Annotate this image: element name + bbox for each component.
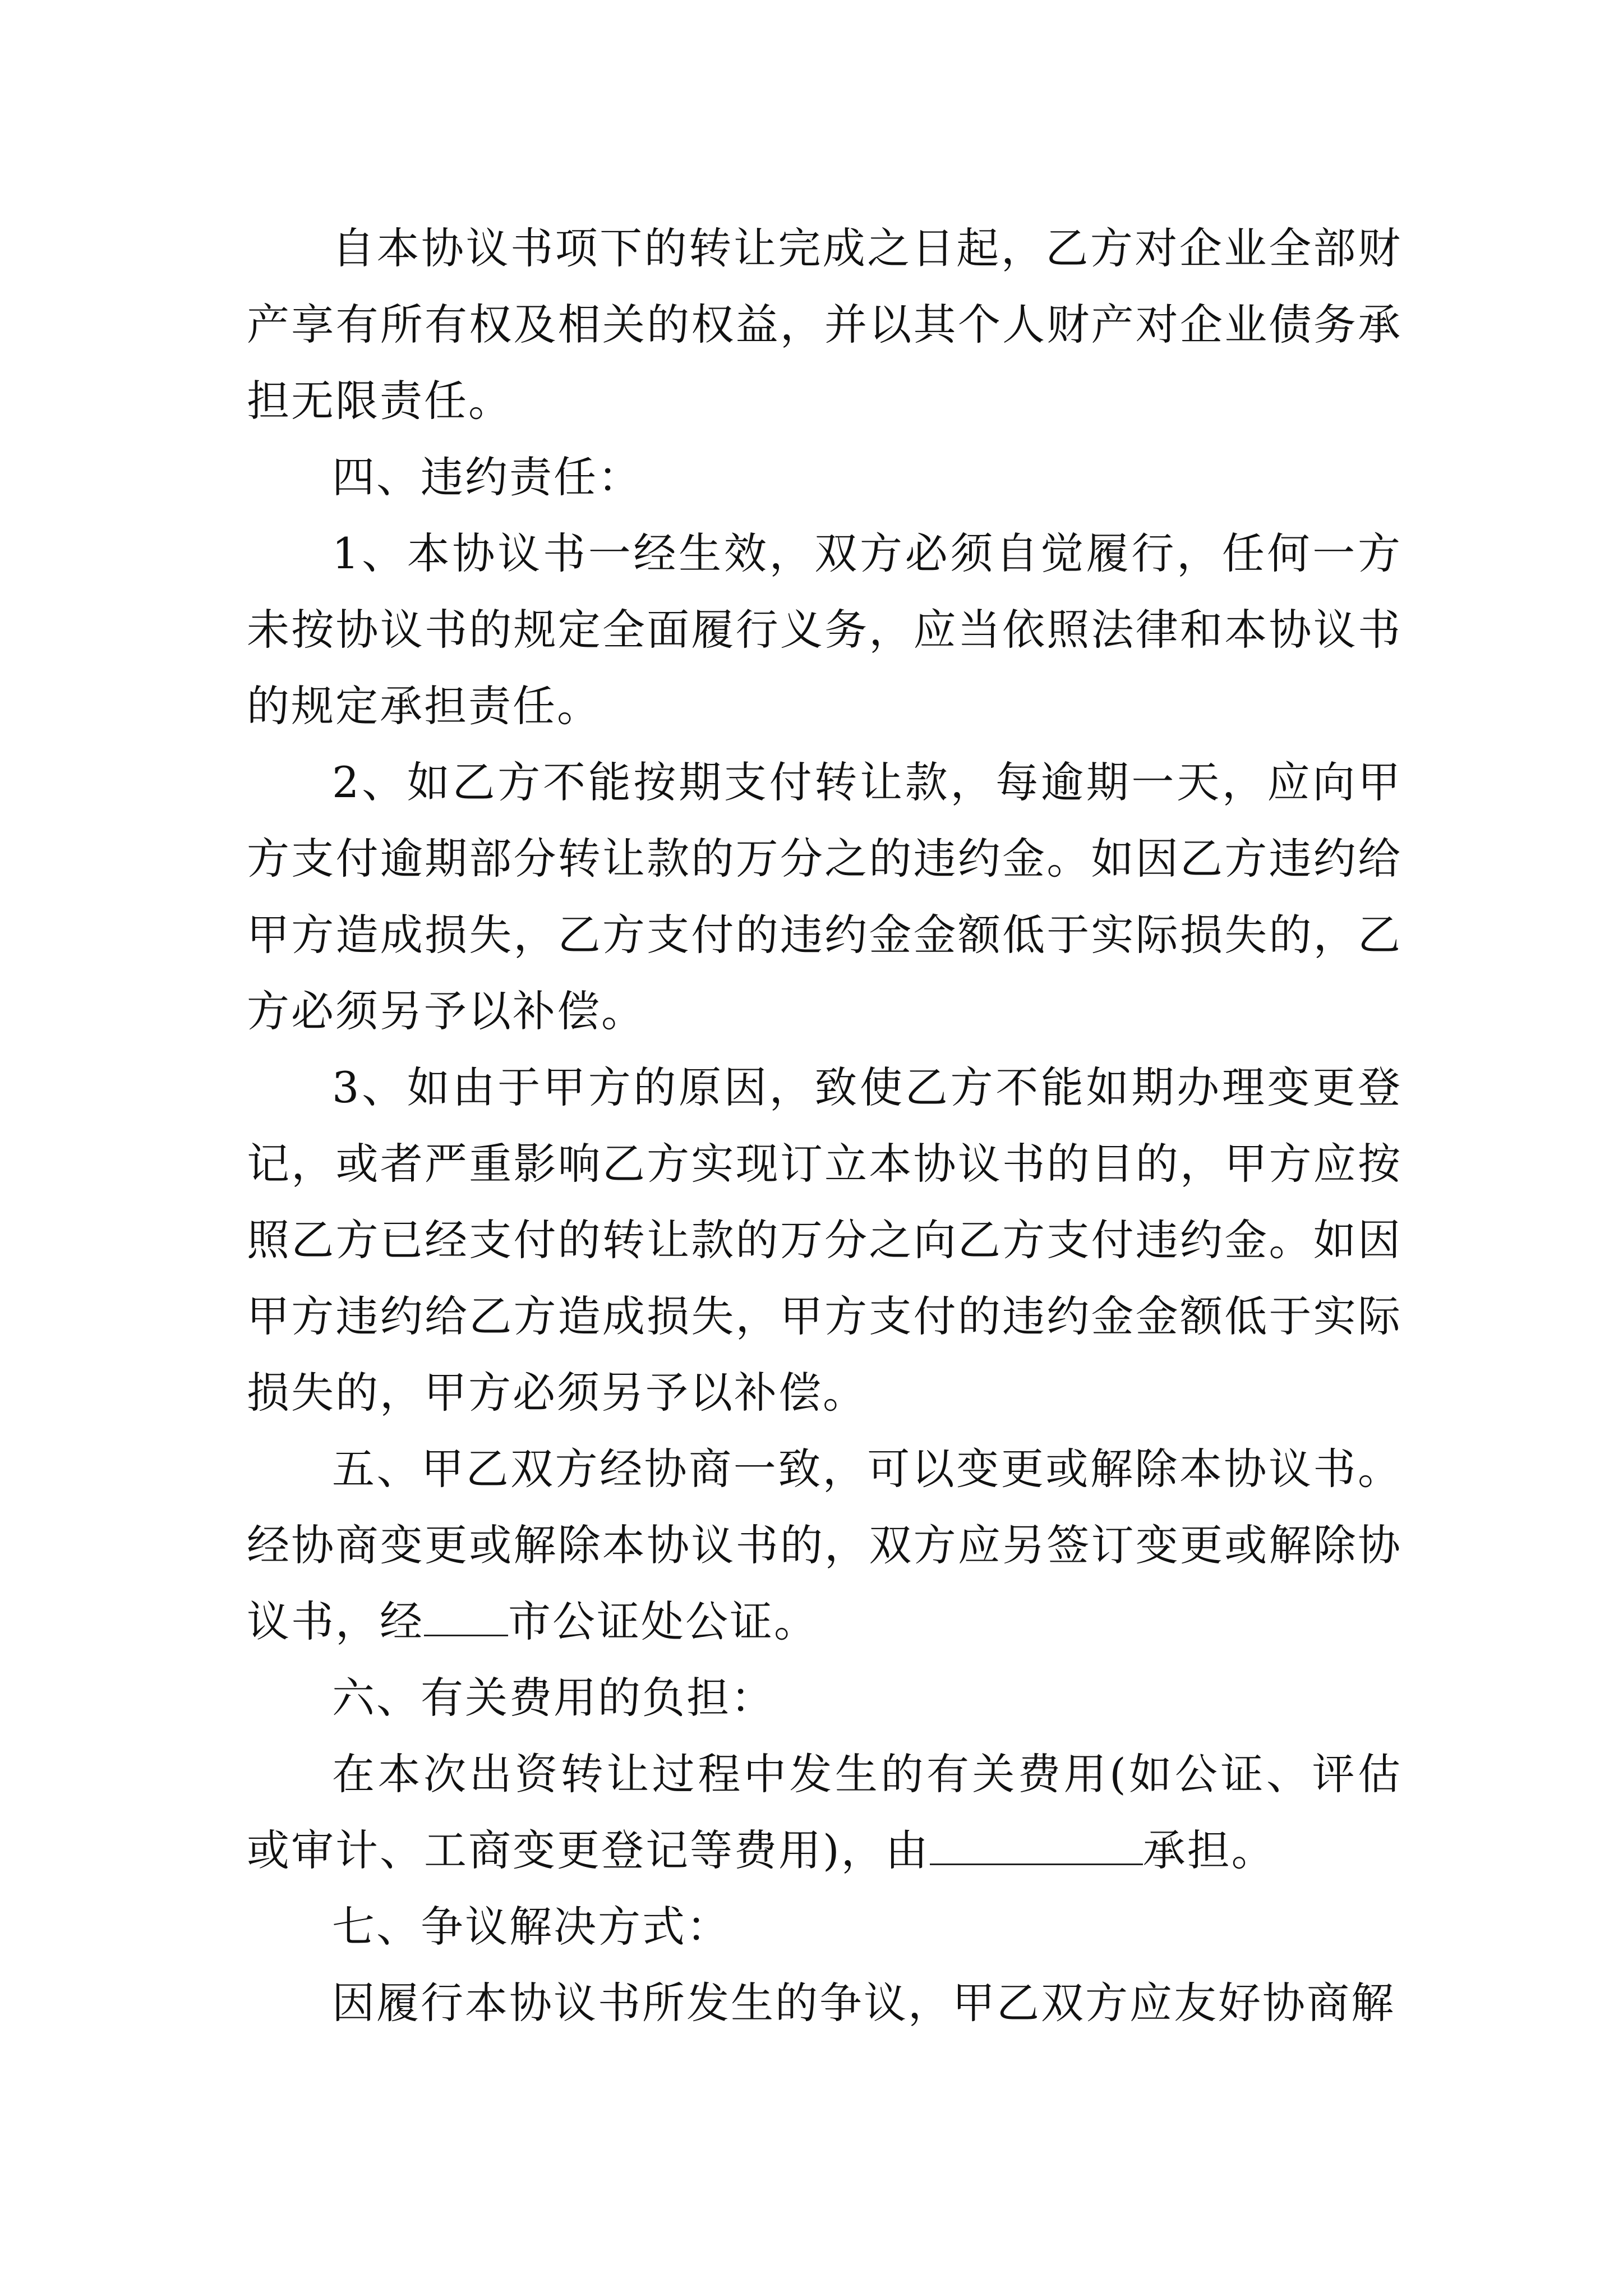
amendment-text-before: 五、甲乙双方经协商一致，可以变更或解除本协议书。经协商变更或解除本协议书的，双方应另签订变更或解除协议书，经 — [247, 1444, 1402, 1646]
paragraph-ownership-transfer: 自本协议书项下的转让完成之日起，乙方对企业全部财产享有所有权及相关的权益，并以其个人财产对企业债务承担无限责任。 — [247, 223, 1402, 426]
fee-bearer-blank-line — [930, 1830, 1143, 1865]
paragraph-dispute-resolution: 因履行本协议书所发生的争议，甲乙双方应友好协商解 — [332, 1978, 1395, 2028]
amendment-text-after: 市公证处公证。 — [508, 1596, 818, 1646]
heading-fees: 六、有关费用的负担： — [332, 1673, 775, 1723]
heading-dispute-resolution: 七、争议解决方式： — [332, 1902, 731, 1952]
paragraph-breach-clause-1: 1、本协议书一经生效，双方必须自觉履行，任何一方未按协议书的规定全面履行义务，应当依照法律和本协议书的规定承担责任。 — [247, 528, 1402, 731]
document-body — [247, 210, 1402, 2041]
fees-text-after: 承担。 — [1142, 1825, 1276, 1875]
heading-breach-liability: 四、违约责任： — [332, 452, 642, 502]
fees-text-before: 在本次出资转让过程中发生的有关费用(如公证、评估或审计、工商变更登记等费用)，由 — [247, 1749, 1402, 1875]
paragraph-breach-clause-3: 3、如由于甲方的原因，致使乙方不能如期办理变更登记，或者严重影响乙方实现订立本协议书的目的，甲方应按照乙方已经支付的转让款的万分之向乙方支付违约金。如因甲方违约给乙方造成损失，甲方支付的违约金金额低于实际损失的，甲方必须另予以补偿。 — [247, 1062, 1402, 1418]
city-blank-line — [424, 1601, 508, 1636]
paragraph-amendment — [247, 1431, 1402, 1660]
paragraph-fees — [247, 1736, 1402, 1889]
paragraph-breach-clause-2: 2、如乙方不能按期支付转让款，每逾期一天，应向甲方支付逾期部分转让款的万分之的违约金。如因乙方违约给甲方造成损失，乙方支付的违约金金额低于实际损失的，乙方必须另予以补偿。 — [247, 757, 1402, 1036]
